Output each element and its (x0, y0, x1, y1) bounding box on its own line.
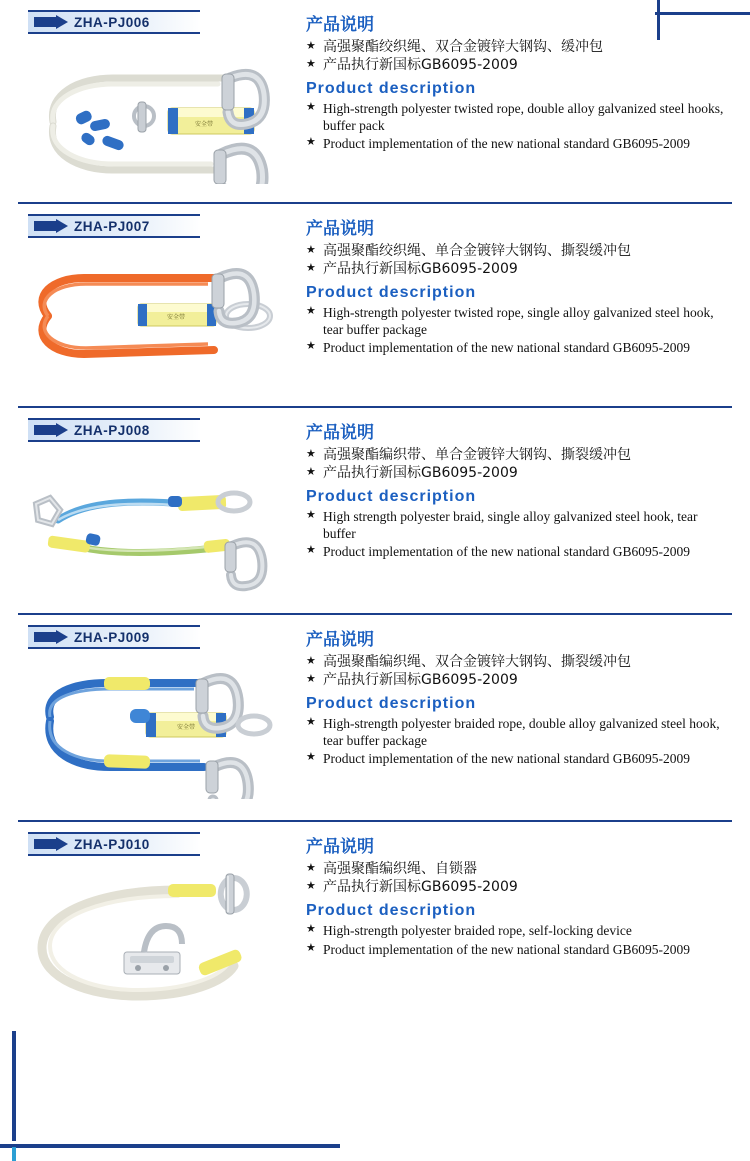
product-block (0, 615, 750, 820)
en-heading: Product description (306, 80, 477, 98)
list-item (306, 340, 732, 356)
corner-mark-bottom-left-horizontal (0, 1144, 340, 1148)
bullet-text: Product implementation of the new national standard GB6095-2009 (323, 340, 691, 356)
description-english (306, 488, 732, 560)
en-bullet-list (306, 716, 732, 767)
product-description-zha-pj006 (294, 0, 732, 202)
cn-heading: 产品说明 (306, 219, 374, 239)
bullet-text: 产品执行新国标GB6095-2009 (323, 57, 518, 74)
list-item (306, 672, 732, 689)
description-chinese (306, 625, 732, 689)
list-item (306, 261, 732, 278)
list-item (306, 447, 732, 464)
bullet-text: 高强聚酯绞织绳、双合金镀锌大钢钩、缓冲包 (323, 39, 603, 55)
star-icon: ★ (306, 923, 316, 936)
description-english (306, 284, 732, 356)
list-item (306, 101, 732, 134)
product-image-zha-pj008 (18, 442, 294, 592)
cn-heading: 产品说明 (306, 423, 374, 443)
list-item (306, 136, 732, 152)
product-code-banner (28, 10, 200, 34)
cn-bullet-list (306, 654, 732, 689)
bullet-text: 高强聚酯绞织绳、单合金镀锌大钢钩、撕裂缓冲包 (323, 243, 631, 259)
product-image-zha-pj010 (18, 856, 294, 1006)
cn-bullet-list (306, 861, 732, 896)
product-block (0, 204, 750, 406)
cn-heading: 产品说明 (306, 15, 374, 35)
cn-bullet-list (306, 243, 732, 278)
star-icon: ★ (306, 101, 316, 114)
product-code-label: ZHA-PJ008 (74, 422, 150, 438)
product-left-column (18, 0, 294, 202)
list-item (306, 509, 732, 542)
star-icon: ★ (306, 544, 316, 557)
corner-mark-bottom-left-stub (12, 1147, 16, 1161)
star-icon: ★ (306, 751, 316, 764)
list-item (306, 544, 732, 560)
product-block (0, 0, 750, 202)
product-description-zha-pj010 (294, 822, 732, 1037)
star-icon: ★ (306, 465, 316, 479)
svg-text:安全带: 安全带 (166, 314, 186, 321)
arrow-icon (34, 15, 68, 29)
star-icon: ★ (306, 941, 316, 954)
bullet-text: High strength polyester braid, single alloy galvanized steel hook, tear buffer (323, 509, 698, 541)
cn-heading: 产品说明 (306, 630, 374, 650)
product-code-banner (28, 625, 200, 649)
star-icon: ★ (306, 261, 316, 275)
en-bullet-list (306, 509, 732, 560)
star-icon: ★ (306, 340, 316, 353)
star-icon: ★ (306, 716, 316, 729)
description-chinese (306, 214, 732, 278)
product-code-banner (28, 214, 200, 238)
product-block (0, 822, 750, 1037)
bullet-text: Product implementation of the new national standard GB6095-2009 (323, 544, 691, 560)
product-code-banner (28, 418, 200, 442)
bullet-text: 高强聚酯编织绳、双合金镀锌大钢钩、撕裂缓冲包 (323, 654, 631, 670)
en-heading: Product description (306, 902, 477, 920)
star-icon: ★ (306, 305, 316, 318)
bullet-text: High-strength polyester twisted rope, double alloy galvanized steel hooks, buffer pack (323, 101, 724, 133)
en-bullet-list (306, 923, 732, 958)
star-icon: ★ (306, 654, 316, 667)
bullet-text: Product implementation of the new national standard GB6095-2009 (323, 136, 691, 152)
product-code-label: ZHA-PJ006 (74, 14, 150, 30)
svg-text:安全带: 安全带 (176, 724, 196, 731)
product-description-zha-pj007 (294, 204, 732, 406)
bullet-text: High-strength polyester braided rope, self-locking device (323, 923, 632, 939)
star-icon: ★ (306, 39, 316, 52)
bullet-text: 产品执行新国标GB6095-2009 (323, 672, 518, 689)
star-icon: ★ (306, 861, 316, 874)
star-icon: ★ (306, 672, 316, 686)
product-code-label: ZHA-PJ010 (74, 836, 150, 852)
product-description-zha-pj008 (294, 408, 732, 613)
list-item (306, 923, 732, 939)
product-left-column (18, 822, 294, 1037)
bullet-text: High-strength polyester braided rope, double alloy galvanized steel hook, tear buffer package (323, 716, 720, 748)
bullet-text: Product implementation of the new national standard GB6095-2009 (323, 941, 691, 957)
description-english (306, 695, 732, 767)
bullet-text: 产品执行新国标GB6095-2009 (323, 465, 518, 482)
product-left-column (18, 615, 294, 820)
description-english (306, 902, 732, 958)
product-description-zha-pj009 (294, 615, 732, 820)
cn-bullet-list (306, 39, 732, 74)
bullet-text: 高强聚酯编织带、单合金镀锌大钢钩、撕裂缓冲包 (323, 447, 631, 463)
product-code-banner (28, 832, 200, 856)
list-item (306, 716, 732, 749)
list-item (306, 57, 732, 74)
product-left-column (18, 408, 294, 613)
list-item (306, 305, 732, 338)
product-left-column (18, 204, 294, 406)
list-item (306, 654, 732, 671)
arrow-icon (34, 630, 68, 644)
list-item (306, 942, 732, 958)
product-image-zha-pj006 (18, 34, 294, 184)
bullet-text: 产品执行新国标GB6095-2009 (323, 261, 518, 278)
bullet-text: 产品执行新国标GB6095-2009 (323, 879, 518, 896)
description-chinese (306, 418, 732, 482)
cn-heading: 产品说明 (306, 837, 374, 857)
list-item (306, 243, 732, 260)
star-icon: ★ (306, 136, 316, 149)
arrow-icon (34, 219, 68, 233)
corner-mark-bottom-left-vertical (12, 1031, 16, 1141)
description-english (306, 80, 732, 152)
bullet-text: 高强聚酯编织绳、自锁器 (323, 861, 477, 877)
product-block (0, 408, 750, 613)
description-chinese (306, 832, 732, 896)
description-chinese (306, 10, 732, 74)
en-heading: Product description (306, 284, 477, 302)
list-item (306, 39, 732, 56)
list-item (306, 861, 732, 878)
arrow-icon (34, 423, 68, 437)
bullet-text: High-strength polyester twisted rope, single alloy galvanized steel hook, tear buffer package (323, 305, 714, 337)
star-icon: ★ (306, 447, 316, 460)
list-item (306, 879, 732, 896)
arrow-icon (34, 837, 68, 851)
list-item (306, 465, 732, 482)
product-image-zha-pj007 (18, 238, 294, 388)
en-heading: Product description (306, 488, 477, 506)
en-heading: Product description (306, 695, 477, 713)
product-image-zha-pj009 (18, 649, 294, 799)
star-icon: ★ (306, 57, 316, 71)
star-icon: ★ (306, 879, 316, 893)
en-bullet-list (306, 101, 732, 152)
list-item (306, 751, 732, 767)
product-code-label: ZHA-PJ009 (74, 629, 150, 645)
bullet-text: Product implementation of the new national standard GB6095-2009 (323, 751, 691, 767)
en-bullet-list (306, 305, 732, 356)
svg-text:安全带: 安全带 (194, 121, 214, 128)
star-icon: ★ (306, 509, 316, 522)
cn-bullet-list (306, 447, 732, 482)
product-code-label: ZHA-PJ007 (74, 218, 150, 234)
star-icon: ★ (306, 243, 316, 256)
